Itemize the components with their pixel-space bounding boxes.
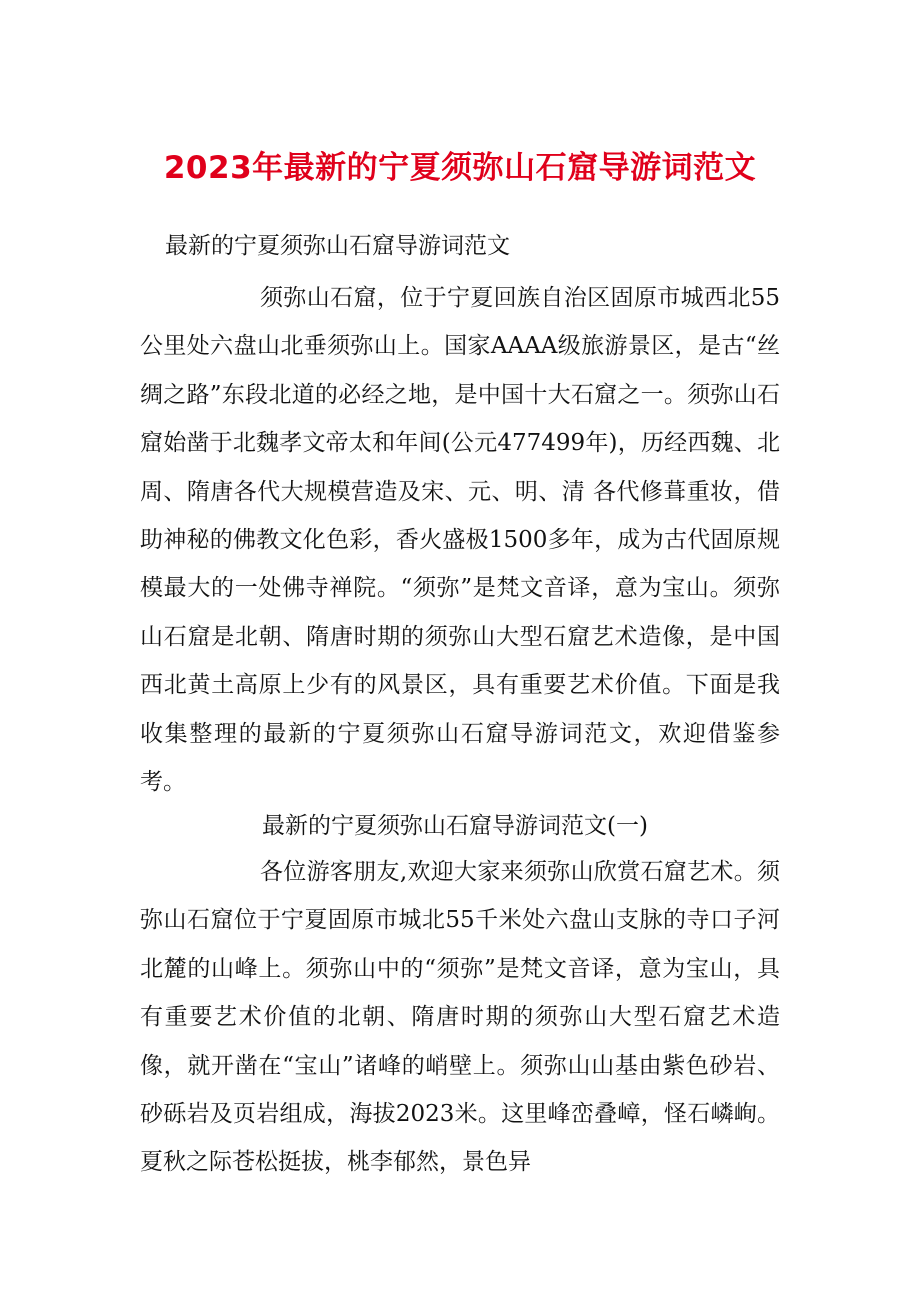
body-paragraph: 各位游客朋友,欢迎大家来须弥山欣赏石窟艺术。须弥山石窟位于宁夏固原市城北55千米处六盘山支脉的寺口子河北麓的山峰上。须弥山中的“须弥”是梵文音译，意为宝山，具有重要艺术价值的北朝、隋唐时期的须弥山大型石窟艺术造像，就开凿在“宝山”诸峰的峭壁上。须弥山山基由紫色砂岩、砂砾岩及页岩组成，海拔2023米。这里峰峦叠嶂，怪石嶙峋。夏秋之际苍松挺拔，桃李郁然，景色异 [140, 859, 780, 1176]
document-title: 2023年最新的宁夏须弥山石窟导游词范文 [163, 150, 757, 186]
section-heading: 最新的宁夏须弥山石窟导游词范文(一) [262, 813, 648, 839]
intro-paragraph: 须弥山石窟，位于宁夏回族自治区固原市城西北55公里处六盘山北垂须弥山上。国家AAAA级旅游景区，是古“丝绸之路”东段北道的必经之地，是中国十大石窟之一。须弥山石窟始凿于北魏孝文帝太和年间(公元477499年)，历经西魏、北周、隋唐各代大规模营造及宋、元、明、清 各代修葺重妆，借助神秘的佛教文化色彩，香火盛极1500多年，成为古代固原规模最大的一处佛寺禅院。“须弥”是梵文音译，意为宝山。须弥山石窟是北朝、隋唐时期的须弥山大型石窟艺术造像，是中国西北黄土高原上少有的风景区，具有重要艺术价值。下面是我收集整理的最新的宁夏须弥山石窟导游词范文，欢迎借鉴参考。 [140, 285, 780, 796]
document-subtitle: 最新的宁夏须弥山石窟导游词范文 [165, 233, 510, 259]
